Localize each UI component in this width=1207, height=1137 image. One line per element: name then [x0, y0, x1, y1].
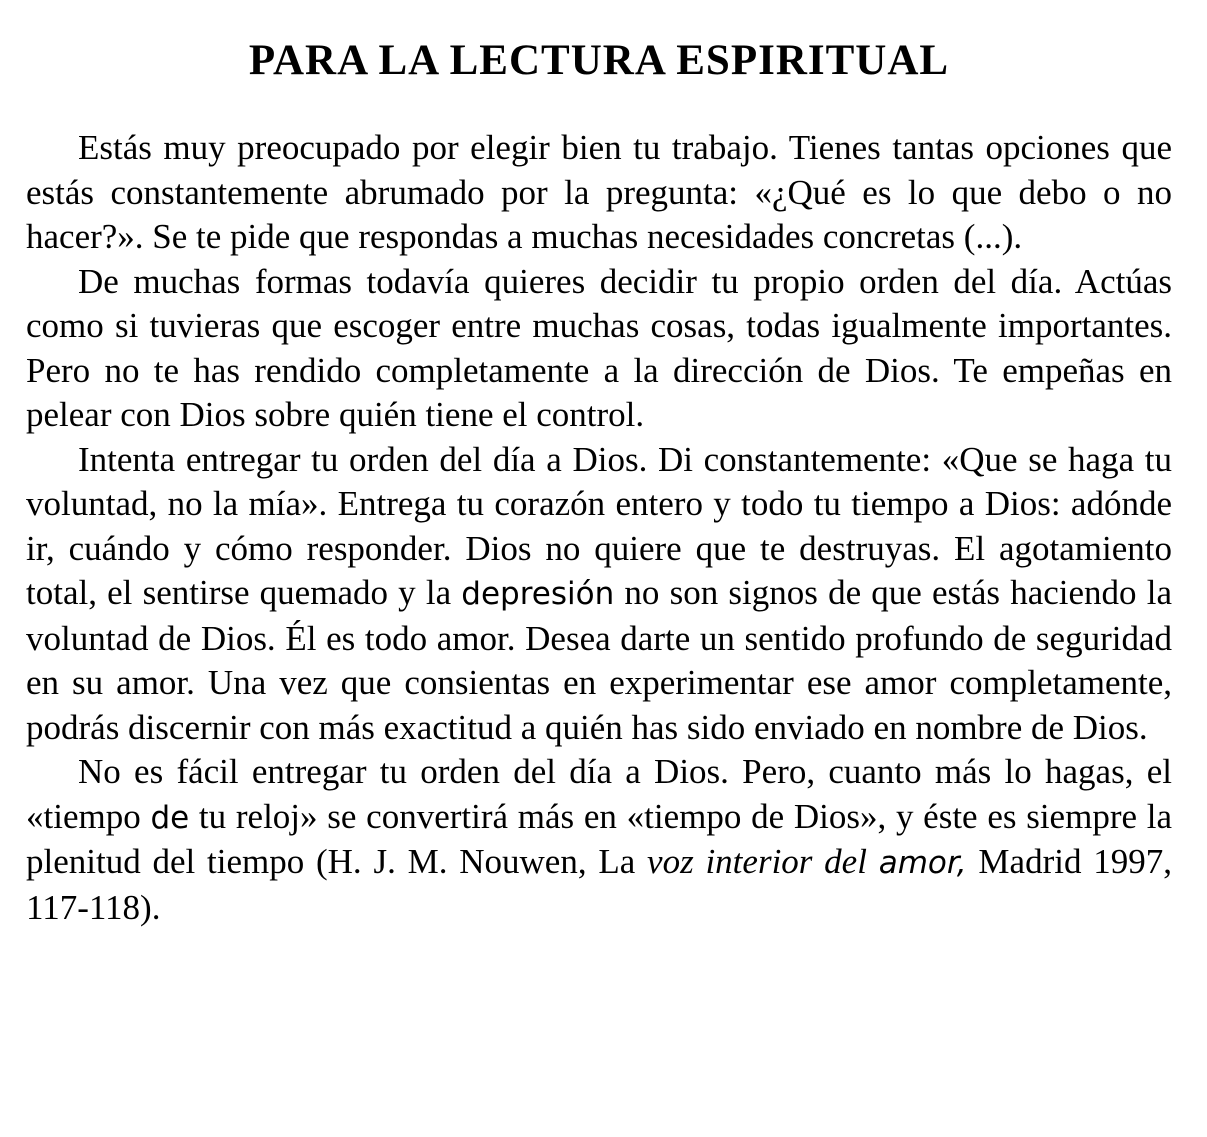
paragraph-1 — [26, 126, 1172, 260]
paragraph-3-text-b: no son signos de que estás haciendo la voluntad de Dios. Él es todo amor. Desea darte un sentido profundo de seguridad en su amor. Una vez que consientas en experimentar ese amor completamente, podrás discernir con más exactitud a quién has sido enviado en nombre de Dios. — [26, 573, 1173, 747]
paragraph-4-text-b: tu reloj» se convertirá más en «tiempo de Dios», y éste es siempre la plenitud del tiempo (H. J. M. Nouwen, La — [26, 796, 1172, 881]
paragraph-4-word-de: de — [150, 799, 190, 836]
paragraph-2-text: De muchas formas todavía quieres decidir tu propio orden del día. Actúas como si tuvieras que escoger entre muchas cosas, todas igualmente importantes. Pero no te has rendido completamente a la dirección de Dios. Te empeñas en pelear con Dios sobre quién tiene el control. — [26, 261, 1172, 434]
paragraph-1-text: Estás muy preocupado por elegir bien tu trabajo. Tienes tantas opciones que estás constantemente abrumado por la pregunta: «¿Qué es lo que debo o no hacer?». Se te pide que respondas a muchas necesidades concretas (...). — [26, 128, 1172, 256]
page-title: PARA LA LECTURA ESPIRITUAL — [248, 37, 950, 84]
paragraph-4-text-a: No es fácil entregar tu orden del día a Dios. Pero, cuanto más lo hagas, el «tiempo — [26, 752, 1172, 836]
paragraph-4-text-c: Madrid 1997, 117-118). — [26, 842, 1172, 927]
book-title-italic-sans: amor, — [878, 845, 967, 881]
paragraph-3 — [26, 438, 1172, 751]
paragraph-2 — [26, 260, 1172, 438]
paragraph-3-word-depresion: depresión — [461, 576, 615, 612]
paragraph-4 — [26, 750, 1172, 930]
paragraph-3-text-a: Intenta entregar tu orden del día a Dios. Di constantemente: «Que se haga tu voluntad, no la mía». Entrega tu corazón entero y todo tu tiempo a Dios: adónde ir, cuándo y cómo responder. Dios no quiere que te destruyas. El agotamiento total, el sentirse quemado y la — [26, 439, 1172, 612]
document-page — [26, 34, 1172, 930]
book-title-italic: voz interior del — [647, 842, 879, 881]
